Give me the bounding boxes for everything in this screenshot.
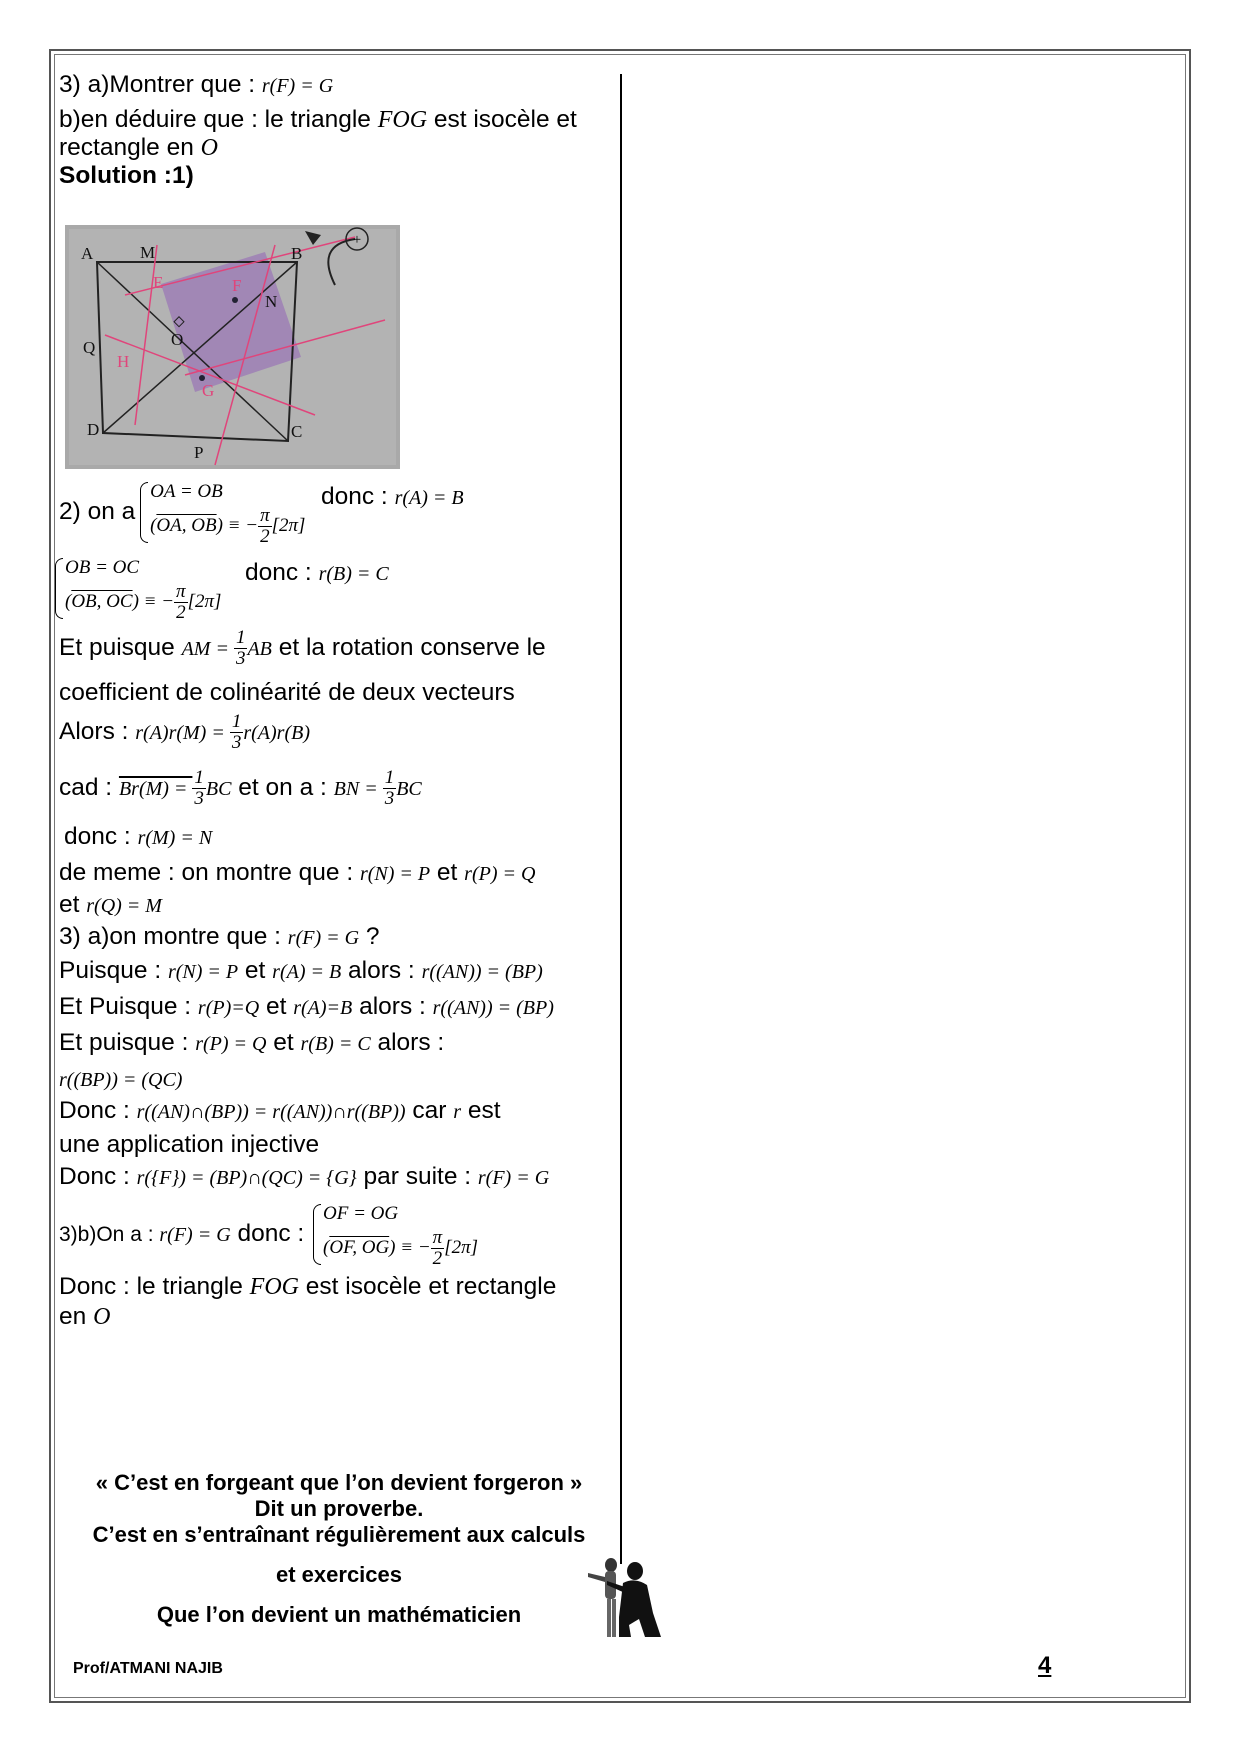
geometry-figure (65, 225, 400, 469)
math: O (93, 1304, 111, 1330)
math: r(A) = B (394, 487, 464, 509)
system-1 (138, 478, 305, 547)
equiv: ) ≡ − (389, 1236, 431, 1258)
math: r(F) = G (261, 75, 334, 97)
author-footer: Prof/ATMANI NAJIB (73, 1660, 223, 1677)
math: r((AN)∩(BP)) = r((AN))∩r((BP)) (136, 1101, 406, 1123)
r-bp (59, 1064, 619, 1098)
eq (150, 506, 305, 547)
den: 3 (235, 648, 246, 669)
paren: ( (323, 1236, 330, 1258)
quote-line: « C’est en forgeant que l’on devient forgeron » (95, 1470, 583, 1495)
den: 2 (260, 526, 270, 547)
fraction (258, 506, 272, 547)
eq (65, 582, 221, 623)
math: r({F}) = (BP)∩(QC) = {G} (136, 1167, 357, 1189)
conclusion-cont (59, 1302, 619, 1332)
num: 1 (384, 767, 395, 788)
text: rectangle en (59, 134, 201, 161)
num: 1 (231, 711, 242, 732)
solution-heading: Solution :1) (59, 162, 194, 189)
question-3b (59, 105, 619, 135)
den: 3 (384, 788, 395, 809)
step-colinear (59, 628, 619, 680)
math: FOG (377, 107, 428, 133)
math: Br(M) = (118, 777, 193, 800)
equiv: ) ≡ − (216, 514, 259, 536)
label-n: N (265, 292, 278, 311)
vector-pair: OA, OB (156, 514, 217, 536)
text: alors : (370, 1029, 445, 1056)
math: FOG (249, 1274, 299, 1300)
den: 2 (432, 1248, 443, 1269)
page-number: 4 (1038, 1652, 1052, 1679)
math: AM = (181, 637, 234, 660)
question-3a (59, 70, 619, 101)
num: π (432, 1227, 443, 1248)
math: r(F) = G (159, 1223, 231, 1246)
text: et (430, 859, 465, 886)
text: est isocèle et rectangle (298, 1273, 557, 1300)
text: et (259, 993, 294, 1020)
fraction (383, 768, 397, 809)
math: r(M) = N (137, 827, 213, 849)
math: r((AN)) = (BP) (432, 997, 554, 1019)
system-2 (53, 554, 221, 623)
point-f (232, 297, 238, 303)
conclusion (59, 1272, 619, 1302)
text: donc : (321, 483, 395, 510)
math: r(A) = B (272, 961, 342, 983)
label-e: E (153, 273, 164, 292)
math: r(F) = G (287, 927, 360, 949)
fraction (431, 1228, 445, 1269)
eq (323, 1228, 478, 1269)
label-f: F (232, 276, 242, 295)
text-line: une application injective (59, 1131, 320, 1158)
quote-line: Dit un proverbe. (254, 1496, 424, 1521)
text: est isocèle et (427, 106, 577, 133)
text: et la rotation conserve le (271, 633, 546, 661)
proverb-quote (59, 1470, 619, 1628)
fraction (234, 628, 248, 669)
text: et (59, 891, 87, 918)
num: π (260, 505, 270, 526)
fraction (192, 768, 206, 809)
plus-sign: + (352, 232, 362, 248)
text: et on a : (231, 773, 334, 801)
text: b)en déduire que : le triangle (59, 106, 378, 133)
text: Et puisque : (59, 1029, 196, 1056)
math: r(P) = Q (195, 1033, 267, 1055)
quote-line: C’est en s’entraînant régulièrement aux calculs (92, 1522, 586, 1547)
step-alors (59, 712, 619, 766)
quote-line: Que l’on devient un mathématicien (156, 1602, 522, 1627)
math: r(P)=Q (197, 997, 260, 1019)
label-o: O (171, 330, 184, 349)
donc-intersection (59, 1096, 619, 1130)
math: BC (396, 777, 422, 800)
et-rq (59, 890, 619, 924)
text: ? (359, 923, 380, 950)
math: r(A)r(B) (243, 721, 310, 744)
label-c: C (291, 422, 303, 441)
math: r(F) = G (477, 1167, 550, 1189)
math: r(N) = P (167, 961, 239, 983)
math: O (200, 135, 218, 161)
step-3a (59, 922, 619, 956)
math: r(A)r(M) = (135, 721, 230, 744)
vector-pair: OF, OG (329, 1236, 390, 1258)
math: BN = (333, 777, 383, 800)
text: Et Puisque : (59, 993, 198, 1020)
label-a: A (81, 244, 94, 263)
paren: ( (150, 514, 157, 536)
math: r(P) = Q (464, 863, 536, 885)
text: Puisque : (59, 957, 168, 984)
label-m: M (140, 243, 156, 262)
vector-pair: OB, OC (71, 590, 133, 612)
text: et (238, 957, 273, 984)
num: 1 (194, 767, 204, 788)
den: 2 (176, 602, 186, 623)
column-divider (620, 74, 622, 1564)
text: par suite : (356, 1163, 478, 1190)
text: car (405, 1097, 454, 1124)
donc-rf (59, 1162, 619, 1202)
text: 2) on a (59, 497, 143, 525)
math: r(A)=B (293, 997, 353, 1019)
de-meme (59, 858, 619, 892)
math: r(B) = C (318, 563, 389, 585)
den: 3 (194, 788, 204, 809)
system-3 (311, 1200, 478, 1269)
text: 3)b)On a : (59, 1222, 160, 1246)
math: BC (205, 777, 232, 800)
math: r (453, 1101, 462, 1123)
donc (321, 482, 464, 513)
label-g: G (202, 381, 215, 400)
text: 3) a)Montrer que : (59, 71, 262, 98)
step-cad (59, 768, 619, 822)
solution-body (59, 478, 619, 1332)
math: r((BP)) = (QC) (59, 1069, 183, 1091)
text: Donc : (59, 1097, 137, 1124)
num: 1 (235, 627, 246, 648)
eq: OF = OG (323, 1203, 399, 1224)
text: cad : (59, 773, 119, 801)
puisque-1 (59, 956, 619, 992)
text: et (266, 1029, 301, 1056)
text: alors : (352, 993, 433, 1020)
text: donc : (245, 559, 319, 586)
text: alors : (341, 957, 422, 984)
math: r(Q) = M (86, 895, 162, 917)
label-h: H (117, 352, 130, 371)
left-column (59, 70, 619, 191)
mod: [2π] (271, 514, 306, 536)
question-3b-cont (59, 133, 619, 163)
equiv: ) ≡ − (132, 590, 175, 612)
text: en (59, 1303, 94, 1330)
mod: [2π] (187, 590, 222, 612)
teacher-child-silhouette-icon (583, 1555, 668, 1640)
text: Et puisque (59, 633, 182, 661)
step-2-bc (59, 554, 619, 634)
fraction (174, 582, 188, 623)
mod: [2π] (444, 1236, 478, 1258)
step-3b (59, 1200, 619, 1272)
math: r(B) = C (300, 1033, 371, 1055)
donc-rm (64, 822, 624, 858)
text: Alors : (59, 717, 136, 745)
den: 3 (231, 732, 242, 753)
math: r((AN)) = (BP) (421, 961, 543, 983)
text: 3) a)on montre que : (59, 923, 288, 950)
label-d: D (87, 420, 100, 439)
eq: OB = OC (65, 557, 140, 578)
fraction (230, 712, 244, 753)
text-line: coefficient de colinéarité de deux vecteurs (59, 679, 515, 706)
text: Donc : le triangle (59, 1273, 250, 1300)
donc (245, 558, 389, 589)
label-b: B (291, 244, 303, 263)
label-q: Q (83, 338, 96, 357)
step-2-ab (59, 478, 619, 546)
paren: ( (65, 590, 72, 612)
math: AB (247, 637, 272, 660)
text: de meme : on montre que : (59, 859, 360, 886)
label-p: P (194, 443, 204, 462)
text: est (461, 1097, 501, 1124)
eq: OA = OB (150, 481, 223, 502)
quote-line: et exercices (276, 1562, 402, 1587)
num: π (176, 581, 186, 602)
puisque-3 (59, 1028, 619, 1064)
text: donc : (230, 1219, 312, 1247)
puisque-2 (59, 992, 619, 1028)
math: r(N) = P (359, 863, 431, 885)
text: Donc : (59, 1163, 137, 1190)
text: donc : (64, 823, 138, 850)
